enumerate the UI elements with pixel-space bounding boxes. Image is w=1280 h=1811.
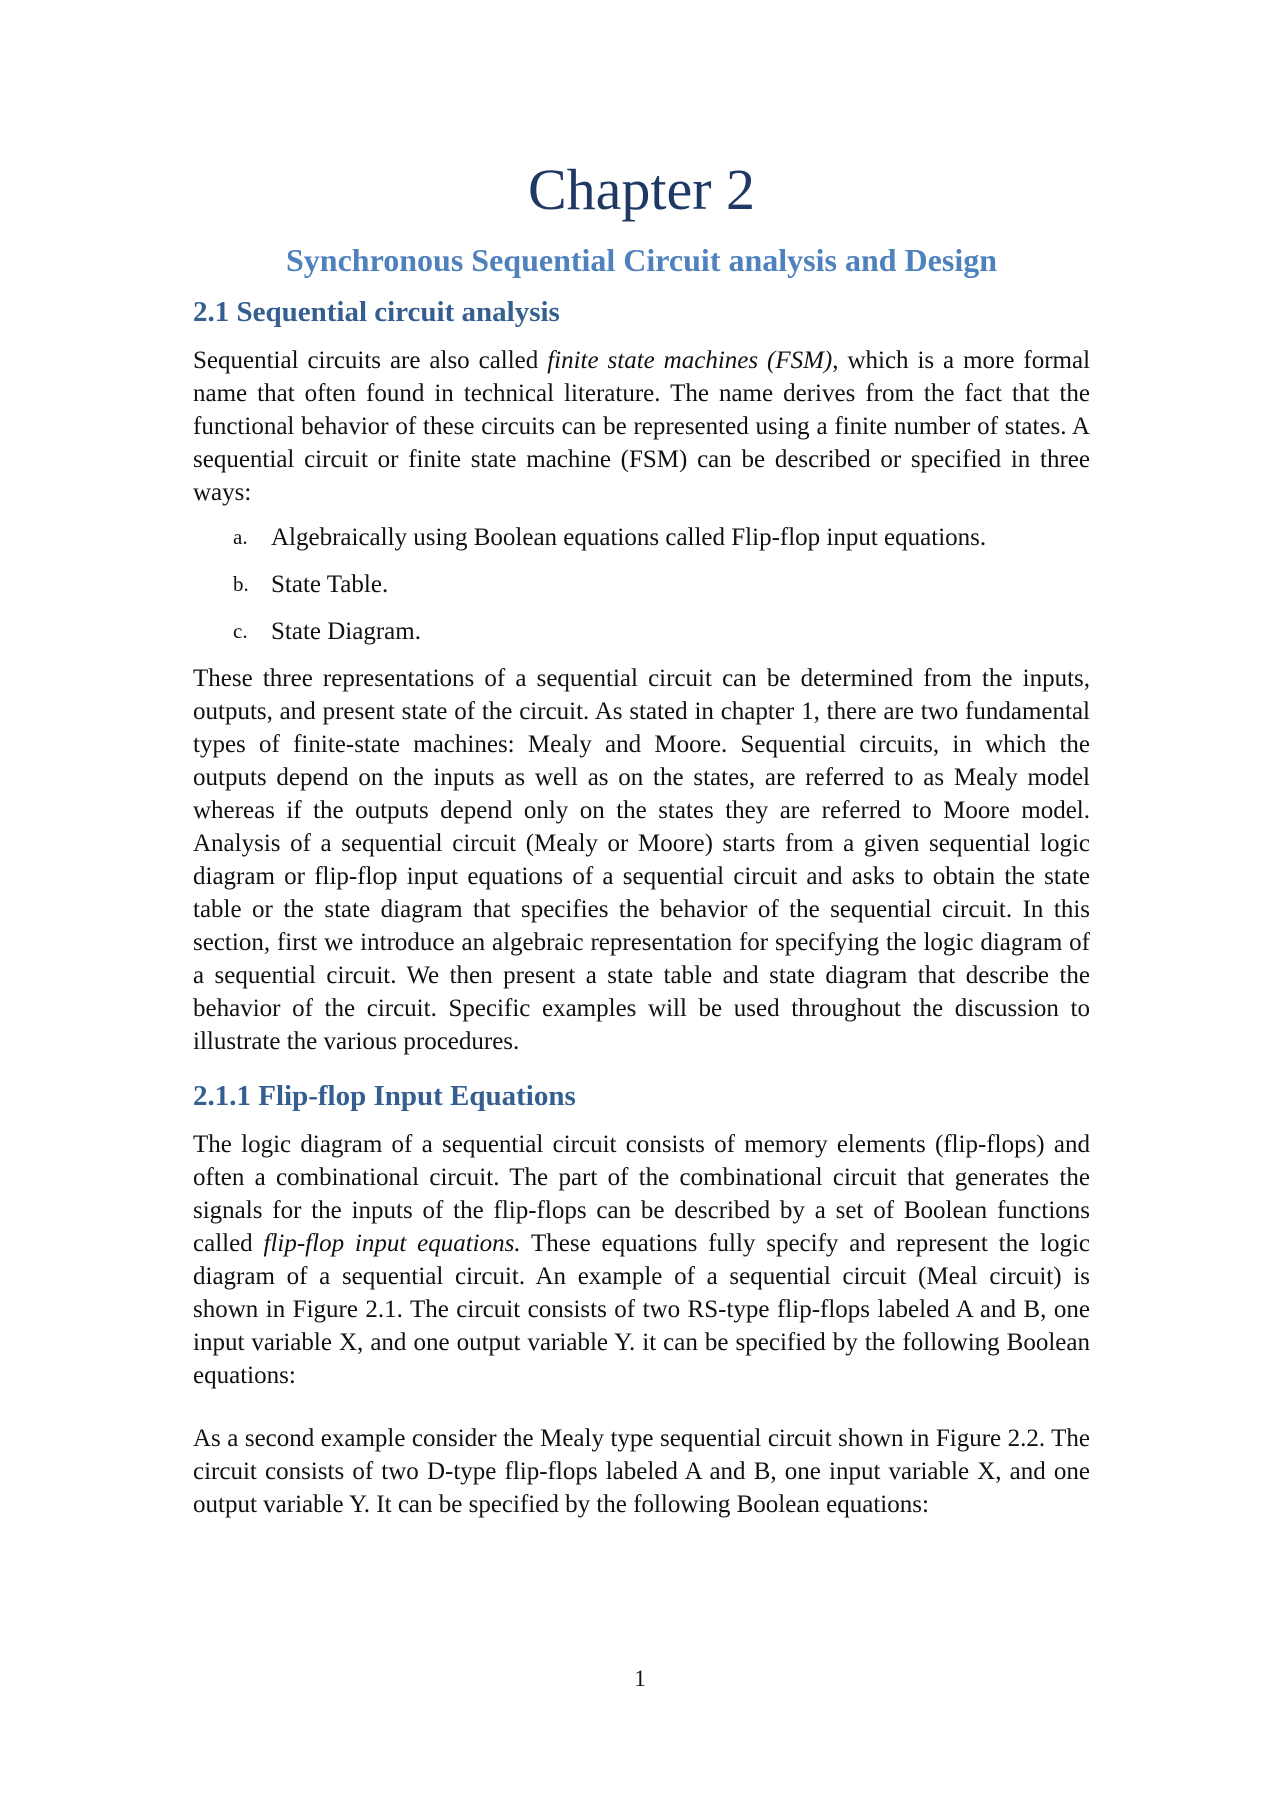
representation-list (193, 521, 1090, 648)
paragraph-text: These equations fully specify and represent the logic diagram of a sequential circuit. An example of a sequential circuit (Meal circuit) is shown in Figure 2.1. The circuit consists of two RS-type flip-flops labeled A and B, one input variable X, and one output variable Y. it can be specified by the following Boolean equations: (193, 1230, 1090, 1389)
section-heading-2-1-1: 2.1.1 Flip-flop Input Equations (193, 1080, 576, 1112)
chapter-subtitle: Synchronous Sequential Circuit analysis and Design (286, 242, 997, 278)
paragraph-fsm-intro (193, 344, 1090, 509)
paragraph-representations: These three representations of a sequential circuit can be determined from the inputs, outputs, and present state of the circuit. As stated in chapter 1, there are two fundamental types of finite-state machines: Mealy and Moore. Sequential circuits, in which the outputs depend on the inputs as well as on the states, are referred to as Mealy model whereas if the outputs depend only on the states they are referred to Moore model. Analysis of a sequential circuit (Mealy or Moore) starts from a given sequential logic diagram or flip-flop input equations of a sequential circuit and asks to obtain the state table or the state diagram that specifies the behavior of the sequential circuit. In this section, first we introduce an algebraic representation for specifying the logic diagram of a sequential circuit. We then present a state table and state diagram that describe the behavior of the circuit. Specific examples will be used throughout the discussion to illustrate the various procedures. (193, 665, 1090, 1055)
list-item (193, 521, 1090, 554)
list-marker: c. (233, 619, 248, 643)
chapter-title: Chapter 2 (527, 157, 756, 222)
paragraph-text: Sequential circuits are also called (193, 347, 548, 374)
list-item (193, 568, 1090, 601)
italic-term-flip-flop-equations: flip-flop input equations. (263, 1230, 521, 1257)
equation-gap (193, 1392, 1090, 1422)
section-heading-2-1: 2.1 Sequential circuit analysis (193, 296, 560, 328)
paragraph-second-example: As a second example consider the Mealy type sequential circuit shown in Figure 2.2. The circuit consists of two D-type flip-flops labeled A and B, one input variable X, and one output variable Y. It can be specified by the following Boolean equations: (193, 1425, 1090, 1518)
list-item-text: State Diagram. (271, 618, 421, 645)
paragraph-text: The logic diagram of a sequential circuit consists of memory elements (flip-flops) and often a combinational circuit. The part of the combinational circuit that generates the signals for the inputs of the flip-flops can be described by a set of Boolean functions called (193, 1131, 1090, 1257)
paragraph-logic-diagram (193, 1128, 1090, 1392)
list-item-text: State Table. (271, 571, 389, 598)
page-content (193, 148, 1090, 1521)
list-marker: a. (233, 525, 248, 549)
list-item (193, 615, 1090, 648)
paragraph-text: , which is a more formal name that often found in technical literature. The name derives from the fact that the functional behavior of these circuits can be represented using a finite number of states. A sequential circuit or finite state machine (FSM) can be described or specified in three ways: (193, 347, 1091, 506)
list-item-text: Algebraically using Boolean equations called Flip-flop input equations. (271, 524, 987, 551)
list-marker: b. (233, 572, 249, 596)
italic-term-fsm: finite state machines (FSM) (547, 347, 833, 374)
page-number: 1 (634, 1666, 646, 1691)
